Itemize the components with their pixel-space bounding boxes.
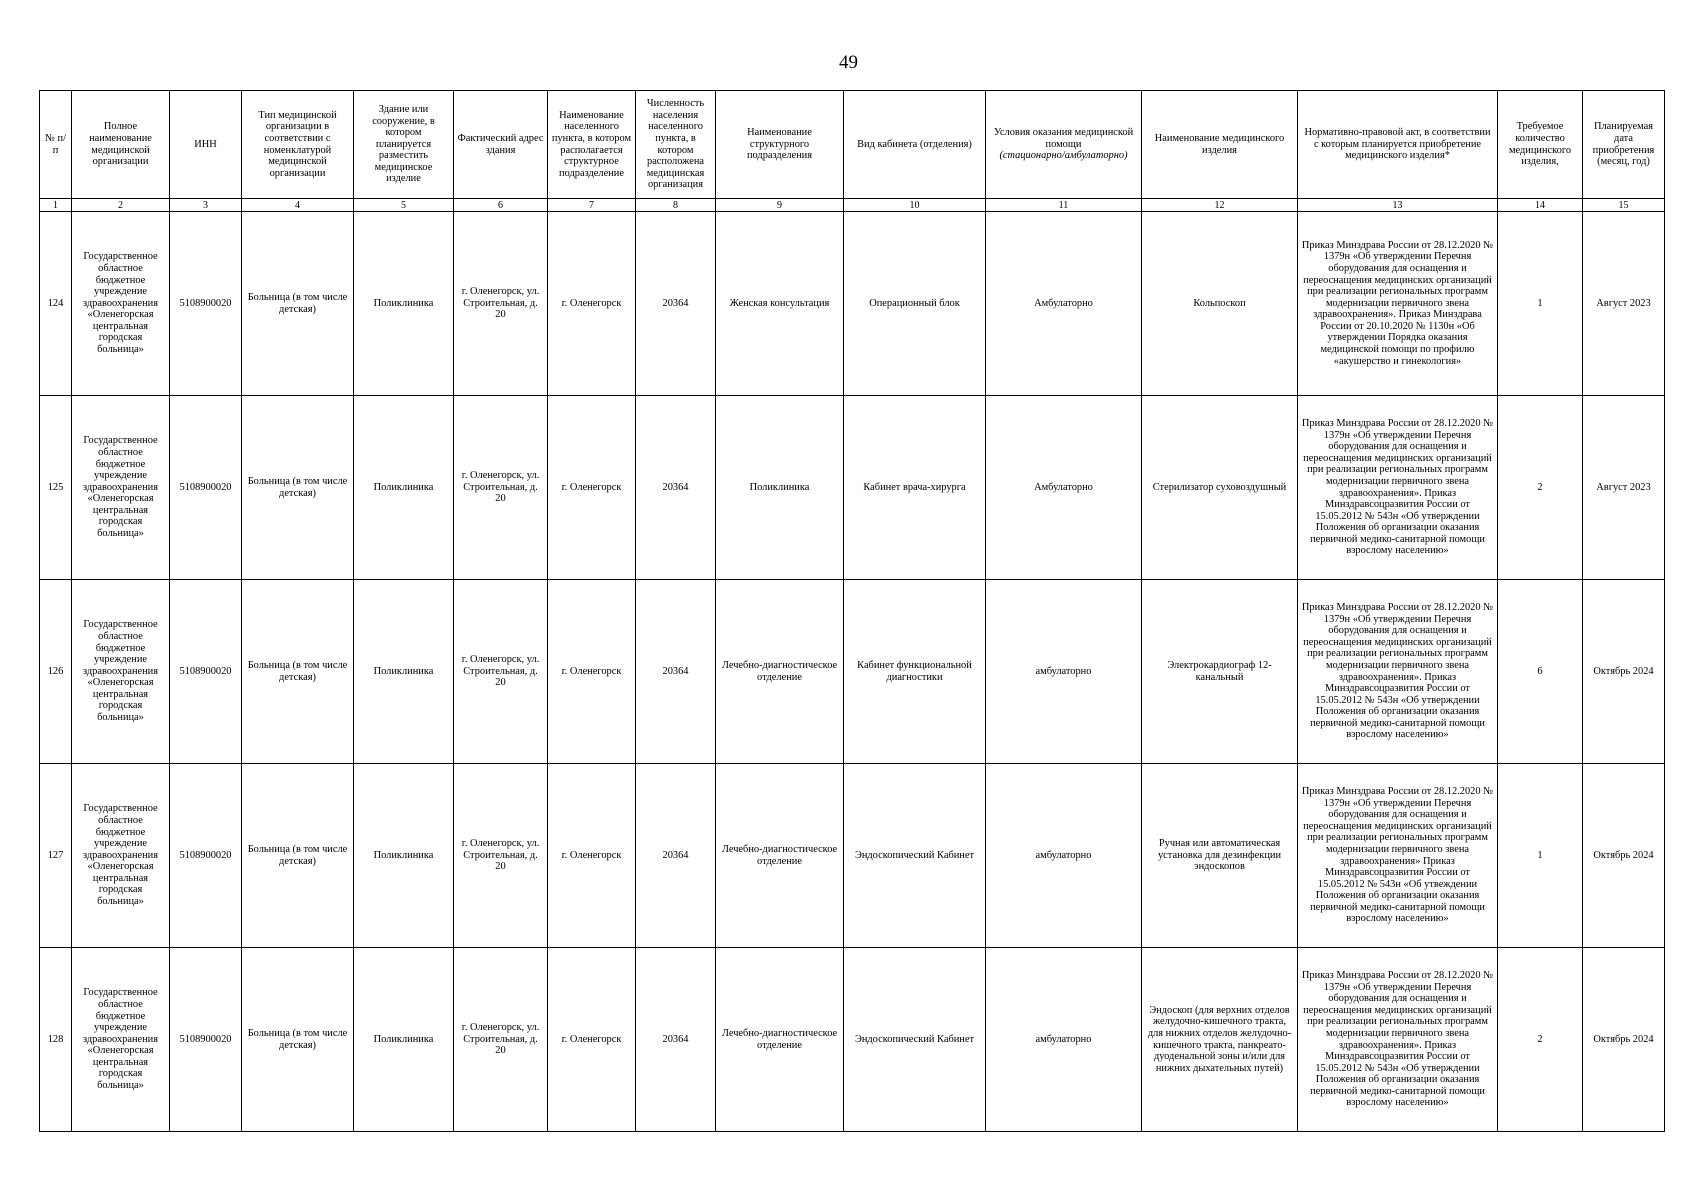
legal-act: Приказ Минздрава России от 28.12.2020 № 1379н «Об утверждении Перечня оборудования для оснащения и переоснащения медицинских организаций при реализации региональных программ модернизации первичного звена здравоохранения». Приказ Минздравсоцразвития России от 15.05.2012 № 543н «Об утверждении Положения об организации оказания первичной медико-санитарной помощи взрослому населению» <box>1298 948 1498 1132</box>
inn: 5108900020 <box>170 396 242 580</box>
structural-unit: Женская консультация <box>716 212 844 396</box>
column-number: 12 <box>1142 199 1298 212</box>
column-number: 1 <box>40 199 72 212</box>
care-conditions: Амбулаторно <box>986 396 1142 580</box>
cabinet-type: Кабинет врача-хирурга <box>844 396 986 580</box>
header-cell: Наименование структурного подразделения <box>716 91 844 199</box>
organization-type: Больница (в том числе детская) <box>242 948 354 1132</box>
column-number: 6 <box>454 199 548 212</box>
organization-name: Государственное областное бюджетное учреждение здравоохранения «Оленегорская центральная городская больница» <box>72 396 170 580</box>
locality: г. Оленегорск <box>548 764 636 948</box>
row-number: 124 <box>40 212 72 396</box>
inn: 5108900020 <box>170 764 242 948</box>
inn: 5108900020 <box>170 948 242 1132</box>
column-number: 4 <box>242 199 354 212</box>
building: Поликлиника <box>354 948 454 1132</box>
organization-type: Больница (в том числе детская) <box>242 396 354 580</box>
column-number: 11 <box>986 199 1142 212</box>
planned-date: Август 2023 <box>1583 396 1665 580</box>
building: Поликлиника <box>354 764 454 948</box>
address: г. Оленегорск, ул. Строительная, д. 20 <box>454 580 548 764</box>
organization-type: Больница (в том числе детская) <box>242 580 354 764</box>
column-number: 3 <box>170 199 242 212</box>
quantity: 6 <box>1498 580 1583 764</box>
column-number-row <box>40 199 1665 212</box>
header-cell: № п/п <box>40 91 72 199</box>
planned-date: Октябрь 2024 <box>1583 580 1665 764</box>
population: 20364 <box>636 764 716 948</box>
legal-act: Приказ Минздрава России от 28.12.2020 № 1379н «Об утверждении Перечня оборудования для оснащения и переоснащения медицинских организаций при реализации региональных программ модернизации первичного звена здравоохранения». Приказ Минздравсоцразвития России от 15.05.2012 № 543н «Об утверждении Положения об организации оказания первичной медико-санитарной помощи взрослому населению» <box>1298 396 1498 580</box>
cabinet-type: Эндоскопический Кабинет <box>844 764 986 948</box>
column-number: 14 <box>1498 199 1583 212</box>
quantity: 1 <box>1498 212 1583 396</box>
header-cell <box>986 91 1142 199</box>
organization-type: Больница (в том числе детская) <box>242 212 354 396</box>
organization-name: Государственное областное бюджетное учреждение здравоохранения «Оленегорская центральная городская больница» <box>72 764 170 948</box>
column-number: 15 <box>1583 199 1665 212</box>
building: Поликлиника <box>354 580 454 764</box>
population: 20364 <box>636 580 716 764</box>
table-row <box>40 396 1665 580</box>
locality: г. Оленегорск <box>548 212 636 396</box>
care-conditions: амбулаторно <box>986 580 1142 764</box>
header-cell: Вид кабинета (отделения) <box>844 91 986 199</box>
table-row <box>40 212 1665 396</box>
header-cell: Фактический адрес здания <box>454 91 548 199</box>
header-cell: Тип медицинской организации в соответствии с номенклатурой медицинской организации <box>242 91 354 199</box>
address: г. Оленегорск, ул. Строительная, д. 20 <box>454 948 548 1132</box>
medical-device: Эндоскоп (для верхних отделов желудочно-кишечного тракта, для нижних отделов желудочно-кишечного тракта, панкреато-дуоденальной зоны и/или для нижних дыхательных путей) <box>1142 948 1298 1132</box>
cabinet-type: Эндоскопический Кабинет <box>844 948 986 1132</box>
column-number: 13 <box>1298 199 1498 212</box>
medical-device: Электрокардиограф 12-канальный <box>1142 580 1298 764</box>
care-conditions: амбулаторно <box>986 764 1142 948</box>
organization-name: Государственное областное бюджетное учреждение здравоохранения «Оленегорская центральная городская больница» <box>72 212 170 396</box>
legal-act: Приказ Минздрава России от 28.12.2020 № 1379н «Об утверждении Перечня оборудования для оснащения и переоснащения медицинских организаций при реализации региональных программ модернизации первичного звена здравоохранения». Приказ Минздрава России от 20.10.2020 № 1130н «Об утверждении Порядка оказания медицинской помощи по профилю «акушерство и гинекология» <box>1298 212 1498 396</box>
care-conditions: амбулаторно <box>986 948 1142 1132</box>
planned-date: Август 2023 <box>1583 212 1665 396</box>
organization-name: Государственное областное бюджетное учреждение здравоохранения «Оленегорская центральная городская больница» <box>72 580 170 764</box>
quantity: 2 <box>1498 948 1583 1132</box>
column-number: 7 <box>548 199 636 212</box>
structural-unit: Лечебно-диагностическое отделение <box>716 580 844 764</box>
header-note: (стационарно/амбулаторно) <box>999 150 1128 162</box>
header-row <box>40 91 1665 199</box>
organization-type: Больница (в том числе детская) <box>242 764 354 948</box>
organization-name: Государственное областное бюджетное учреждение здравоохранения «Оленегорская центральная городская больница» <box>72 948 170 1132</box>
column-number: 8 <box>636 199 716 212</box>
locality: г. Оленегорск <box>548 396 636 580</box>
header-cell: Планируемая дата приобретения (месяц, год) <box>1583 91 1665 199</box>
planned-date: Октябрь 2024 <box>1583 764 1665 948</box>
building: Поликлиника <box>354 212 454 396</box>
row-number: 126 <box>40 580 72 764</box>
header-cell: Полное наименование медицинской организации <box>72 91 170 199</box>
header-cell: Наименование медицинского изделия <box>1142 91 1298 199</box>
header-cell: Наименование населенного пункта, в котором располагается структурное подразделение <box>548 91 636 199</box>
table-row <box>40 948 1665 1132</box>
table-row <box>40 580 1665 764</box>
header-cell: Здание или сооружение, в котором планируется разместить медицинское изделие <box>354 91 454 199</box>
population: 20364 <box>636 396 716 580</box>
inn: 5108900020 <box>170 580 242 764</box>
care-conditions: Амбулаторно <box>986 212 1142 396</box>
address: г. Оленегорск, ул. Строительная, д. 20 <box>454 764 548 948</box>
population: 20364 <box>636 948 716 1132</box>
header-cell: Численность населения населенного пункта, в котором расположена медицинская организация <box>636 91 716 199</box>
structural-unit: Лечебно-диагностическое отделение <box>716 948 844 1132</box>
address: г. Оленегорск, ул. Строительная, д. 20 <box>454 396 548 580</box>
structural-unit: Поликлиника <box>716 396 844 580</box>
quantity: 1 <box>1498 764 1583 948</box>
locality: г. Оленегорск <box>548 948 636 1132</box>
column-number: 2 <box>72 199 170 212</box>
column-number: 9 <box>716 199 844 212</box>
page-number: 49 <box>839 52 858 73</box>
inn: 5108900020 <box>170 212 242 396</box>
building: Поликлиника <box>354 396 454 580</box>
equipment-table <box>39 90 1665 1132</box>
structural-unit: Лечебно-диагностическое отделение <box>716 764 844 948</box>
row-number: 125 <box>40 396 72 580</box>
legal-act: Приказ Минздрава России от 28.12.2020 № 1379н «Об утверждении Перечня оборудования для оснащения и переоснащения медицинских организаций при реализации региональных программ модернизации первичного звена здравоохранения» Приказ Минздравсоцразвития России от 15.05.2012 № 543н «Об утвеждении Положения об организации оказания первичной медико-санитарной помощи взрослому населению» <box>1298 764 1498 948</box>
table-row <box>40 764 1665 948</box>
header-cell: Нормативно-правовой акт, в соответствии с которым планируется приобретение медицинского изделия* <box>1298 91 1498 199</box>
header-cell: Требуемое количество медицинского изделия, <box>1498 91 1583 199</box>
medical-device: Ручная или автоматическая установка для дезинфекции эндоскопов <box>1142 764 1298 948</box>
column-number: 10 <box>844 199 986 212</box>
row-number: 127 <box>40 764 72 948</box>
locality: г. Оленегорск <box>548 580 636 764</box>
quantity: 2 <box>1498 396 1583 580</box>
header-text: Условия оказания медицинской помощи <box>993 127 1134 150</box>
legal-act: Приказ Минздрава России от 28.12.2020 № 1379н «Об утверждении Перечня оборудования для оснащения и переоснащения медицинских организаций при реализации региональных программ модернизации первичного звена здравоохранения». Приказ Минздравсоцразвития России от 15.05.2012 № 543н «Об утверждении Положения об организации оказания первичной медико-санитарной помощи взрослому населению» <box>1298 580 1498 764</box>
medical-device: Стерилизатор суховоздушный <box>1142 396 1298 580</box>
cabinet-type: Операционный блок <box>844 212 986 396</box>
row-number: 128 <box>40 948 72 1132</box>
header-cell: ИНН <box>170 91 242 199</box>
address: г. Оленегорск, ул. Строительная, д. 20 <box>454 212 548 396</box>
cabinet-type: Кабинет функциональной диагностики <box>844 580 986 764</box>
column-number: 5 <box>354 199 454 212</box>
planned-date: Октябрь 2024 <box>1583 948 1665 1132</box>
medical-device: Кольпоскоп <box>1142 212 1298 396</box>
population: 20364 <box>636 212 716 396</box>
